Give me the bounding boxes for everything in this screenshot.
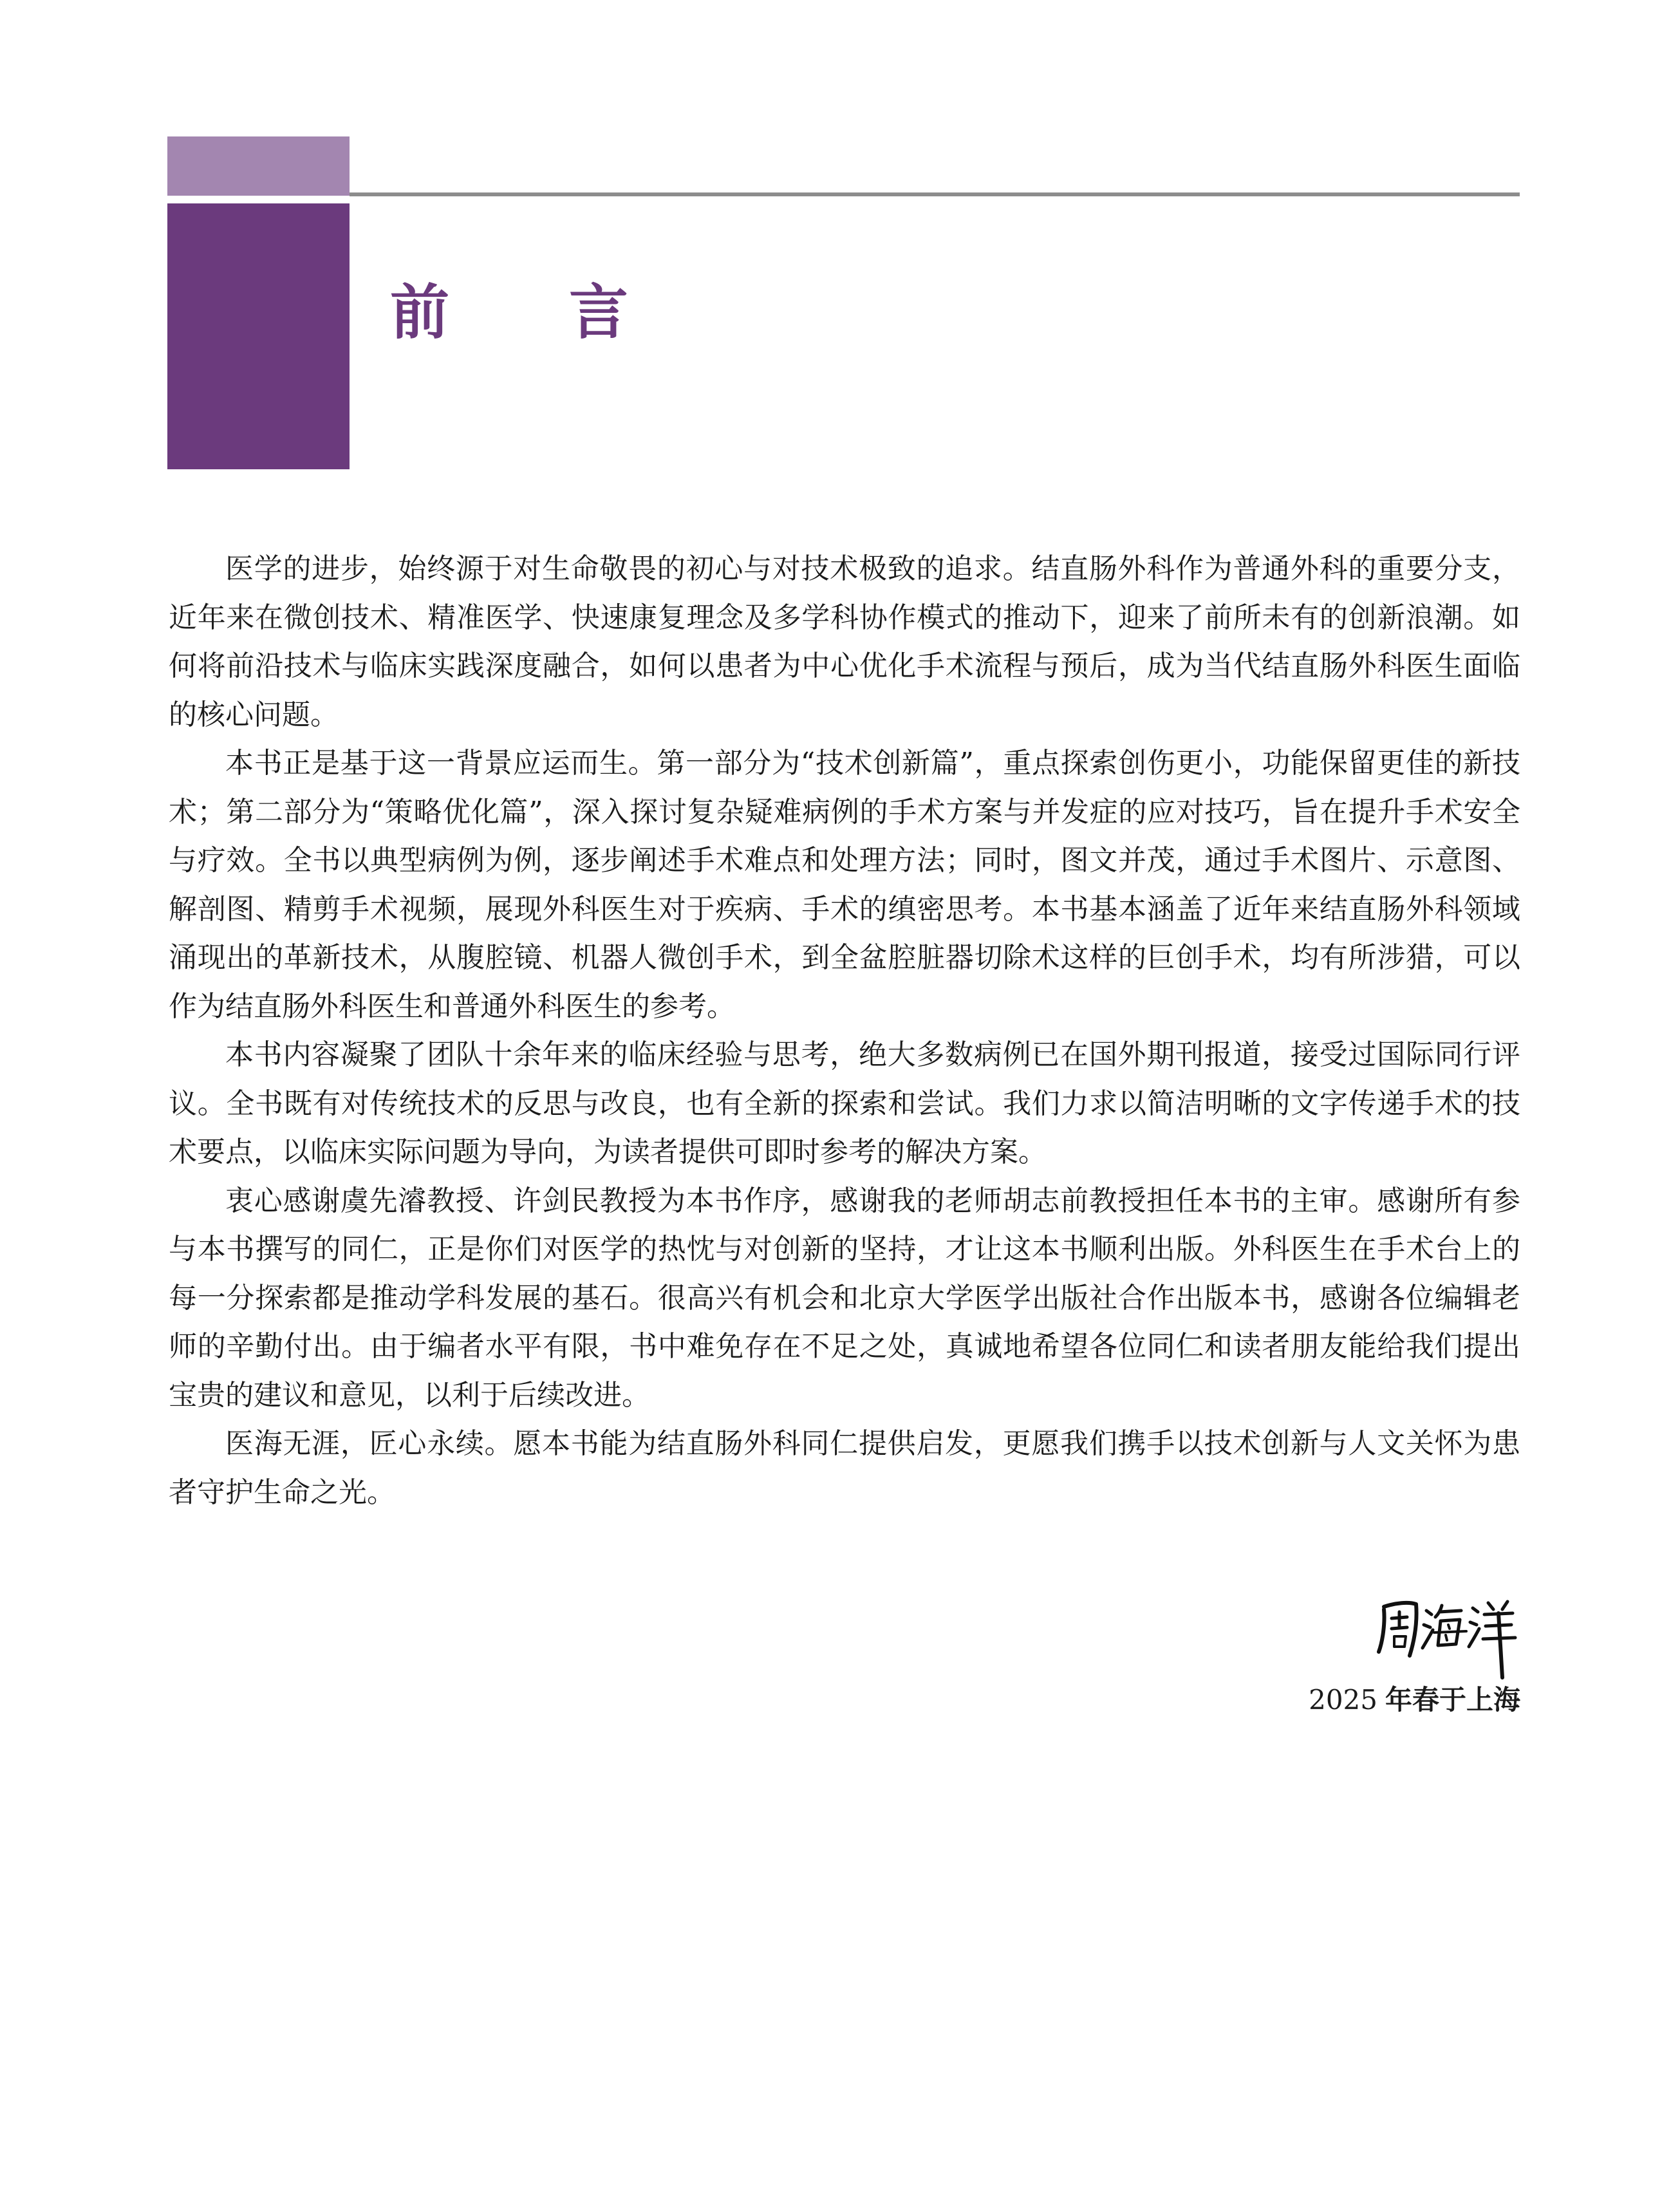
header-accent-block-light <box>167 136 350 196</box>
header-accent-block-dark <box>167 203 350 469</box>
signature-year: 2025 <box>1309 1684 1377 1716</box>
header-rule <box>350 192 1520 196</box>
preface-body <box>169 545 1520 1517</box>
paragraph-5: 医海无涯，匠心永续。愿本书能为结直肠外科同仁提供启发，更愿我们携手以技术创新与人文关怀为患者守护生命之光。 <box>169 1427 1520 1509</box>
paragraph-2: 本书正是基于这一背景应运而生。第一部分为“技术创新篇”，重点探索创伤更小，功能保留更佳的新技术；第二部分为“策略优化篇”，深入探讨复杂疑难病例的手术方案与并发症的应对技巧，旨在提升手术安全与疗效。全书以典型病例为例，逐步阐述手术难点和处理方法；同时，图文并茂，通过手术图片、示意图、解剖图、精剪手术视频，展现外科医生对于疾病、手术的缜密思考。本书基本涵盖了近年来结直肠外科领域涌现出的革新技术，从腹腔镜、机器人微创手术，到全盆腔脏器切除术这样的巨创手术，均有所涉猎，可以作为结直肠外科医生和普通外科医生的参考。 <box>169 747 1520 1023</box>
paragraph-1: 医学的进步，始终源于对生命敬畏的初心与对技术极致的追求。结直肠外科作为普通外科的重要分支，近年来在微创技术、精准医学、快速康复理念及多学科协作模式的推动下，迎来了前所未有的创新浪潮。如何将前沿技术与临床实践深度融合，如何以患者为中心优化手术流程与预后，成为当代结直肠外科医生面临的核心问题。 <box>169 552 1520 731</box>
page-title: 前言 <box>390 278 748 347</box>
paragraph-4: 衷心感谢虞先濬教授、许剑民教授为本书作序，感谢我的老师胡志前教授担任本书的主审。感谢所有参与本书撰写的同仁，正是你们对医学的热忱与对创新的坚持，才让这本书顺利出版。外科医生在手术台上的每一分探索都是推动学科发展的基石。很高兴有机会和北京大学医学出版社合作出版本书，感谢各位编辑老师的辛勤付出。由于编者水平有限，书中难免存在不足之处，真诚地希望各位同仁和读者朋友能给我们提出宝贵的建议和意见，以利于后续改进。 <box>169 1184 1520 1412</box>
signature-date <box>1309 1684 1520 1716</box>
handwritten-signature <box>1370 1585 1524 1681</box>
signature-place: 年春于上海 <box>1385 1684 1520 1716</box>
paragraph-3: 本书内容凝聚了团队十余年来的临床经验与思考，绝大多数病例已在国外期刊报道，接受过国际同行评议。全书既有对传统技术的反思与改良，也有全新的探索和尝试。我们力求以简洁明晰的文字传递手术的技术要点，以临床实际问题为导向，为读者提供可即时参考的解决方案。 <box>169 1038 1520 1168</box>
